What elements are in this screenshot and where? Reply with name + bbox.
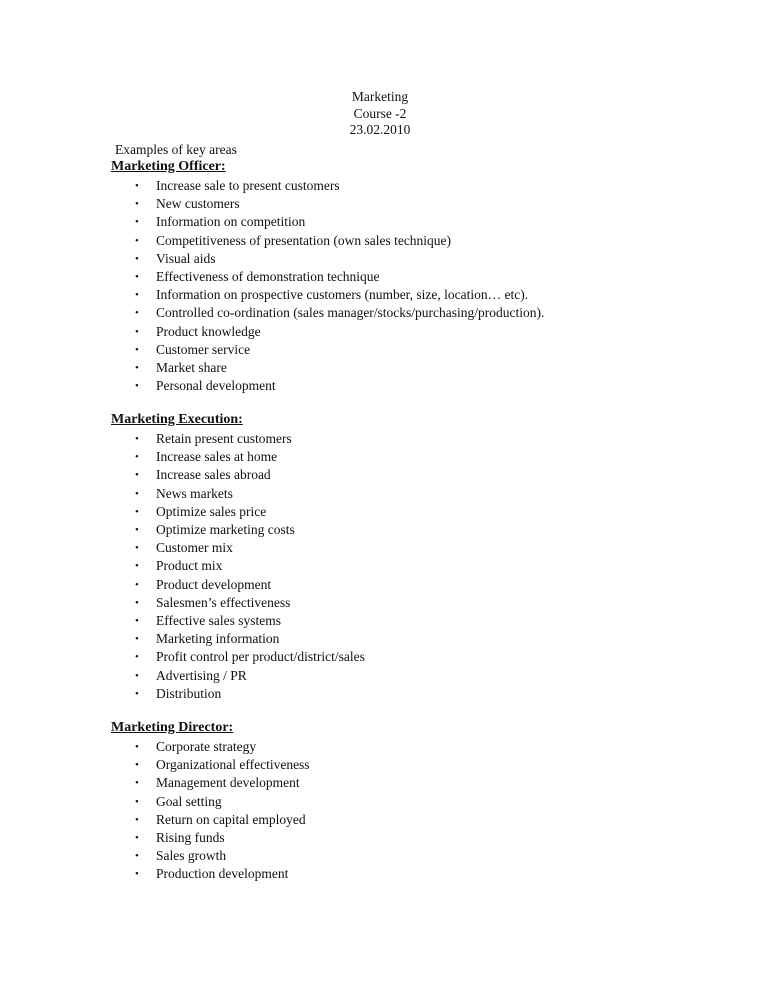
bullet-icon: • [135,578,139,591]
list-item-text: Competitiveness of presentation (own sales technique) [156,232,452,248]
list-item [111,829,310,847]
section-marketing-officer [111,158,544,395]
list-item-text: Corporate strategy [156,739,257,754]
list-item-text: Effectiveness of demonstration technique [156,269,380,285]
bullet-icon: • [135,325,139,338]
list-item [111,341,544,359]
bullet-icon: • [135,271,139,284]
list-item [111,793,310,811]
section-marketing-director [111,719,310,884]
bullet-icon: • [135,524,139,537]
bullet-icon: • [135,596,139,609]
list-item-text: Optimize marketing costs [156,522,295,538]
item-list [111,430,365,703]
list-item [111,685,365,703]
list-item-text: Advertising / PR [156,667,247,683]
list-item [111,594,365,612]
bullet-icon: • [135,741,139,753]
list-item [111,576,365,594]
list-item-text: Return on capital employed [156,811,306,827]
list-item-text: Organizational effectiveness [156,757,310,773]
list-item [111,323,544,341]
list-item-text: Customer mix [156,540,233,556]
list-item-text: Increase sales at home [156,449,278,465]
bullet-icon: • [135,198,139,211]
bullet-icon: • [135,216,139,229]
list-item-text: Retain present customers [156,431,292,446]
list-item [111,612,365,630]
section-title: Marketing Execution: [111,412,243,427]
list-item-text: Market share [156,360,227,376]
bullet-icon: • [135,687,139,700]
bullet-icon: • [135,289,139,302]
section-marketing-execution [111,411,365,703]
list-item [111,430,365,448]
bullet-icon: • [135,832,139,845]
list-item-text: Increase sale to present customers [156,178,340,193]
list-item-text: Marketing information [156,631,280,647]
bullet-icon: • [135,615,139,628]
bullet-icon: • [135,505,139,518]
document-date: 23.02.2010 [349,122,411,138]
bullet-icon: • [135,469,139,482]
list-item [111,738,310,756]
bullet-icon: • [135,633,139,646]
list-item-text: Salesmen’s effectiveness [156,594,291,610]
bullet-icon: • [135,380,139,393]
item-list [111,738,310,884]
list-item [111,648,365,666]
list-item [111,213,544,231]
list-item [111,667,365,685]
bullet-icon: • [135,180,139,192]
document-header [0,89,760,139]
bullet-icon: • [135,850,139,863]
list-item [111,557,365,575]
bullet-icon: • [135,343,139,356]
list-item-text: Customer service [156,341,251,357]
list-item [111,304,544,322]
list-item-text: Information on competition [156,214,306,230]
list-item-text: Production development [156,866,289,882]
list-item-text: Goal setting [156,793,222,809]
list-item-text: Management development [156,775,300,791]
list-item-text: Product mix [156,558,223,574]
list-item [111,250,544,268]
list-item [111,811,310,829]
list-item [111,503,365,521]
list-item [111,177,544,195]
bullet-icon: • [135,813,139,826]
list-item-text: New customers [156,196,240,212]
list-item [111,756,310,774]
bullet-icon: • [135,307,139,320]
list-item-text: Sales growth [156,848,227,864]
list-item-text: Distribution [156,685,222,701]
bullet-icon: • [135,487,139,500]
item-list [111,177,544,395]
list-item [111,521,365,539]
bullet-icon: • [135,795,139,808]
list-item-text: Personal development [156,378,276,394]
list-item-text: Information on prospective customers (number, size, location… etc). [156,287,529,303]
list-item-text: News markets [156,485,233,501]
intro-text: Examples of key areas [115,142,237,157]
list-item [111,847,310,865]
section-title: Marketing Officer: [111,159,226,174]
list-item [111,359,544,377]
bullet-icon: • [135,433,139,445]
course-label: Course -2 [353,105,407,121]
list-item-text: Rising funds [156,830,225,846]
list-item-text: Visual aids [156,250,216,266]
bullet-icon: • [135,669,139,682]
list-item-text: Optimize sales price [156,503,267,519]
section-title: Marketing Director: [111,720,234,735]
list-item [111,539,365,557]
list-item [111,774,310,792]
list-item [111,286,544,304]
list-item [111,485,365,503]
bullet-icon: • [135,759,139,772]
list-item [111,232,544,250]
list-item-text: Effective sales systems [156,613,281,629]
bullet-icon: • [135,451,139,464]
list-item [111,448,365,466]
list-item-text: Product development [156,576,272,592]
bullet-icon: • [135,542,139,555]
list-item [111,268,544,286]
list-item [111,630,365,648]
list-item [111,195,544,213]
list-item-text: Profit control per product/district/sales [156,649,365,665]
bullet-icon: • [135,362,139,375]
list-item [111,865,310,883]
document-title: Marketing [351,89,409,104]
list-item-text: Product knowledge [156,323,261,339]
bullet-icon: • [135,560,139,573]
list-item [111,466,365,484]
list-item-text: Increase sales abroad [156,467,271,483]
bullet-icon: • [135,777,139,790]
bullet-icon: • [135,651,139,664]
list-item-text: Controlled co-ordination (sales manager/stocks/purchasing/production). [156,305,545,321]
bullet-icon: • [135,252,139,265]
bullet-icon: • [135,234,139,247]
bullet-icon: • [135,868,139,881]
list-item [111,377,544,395]
